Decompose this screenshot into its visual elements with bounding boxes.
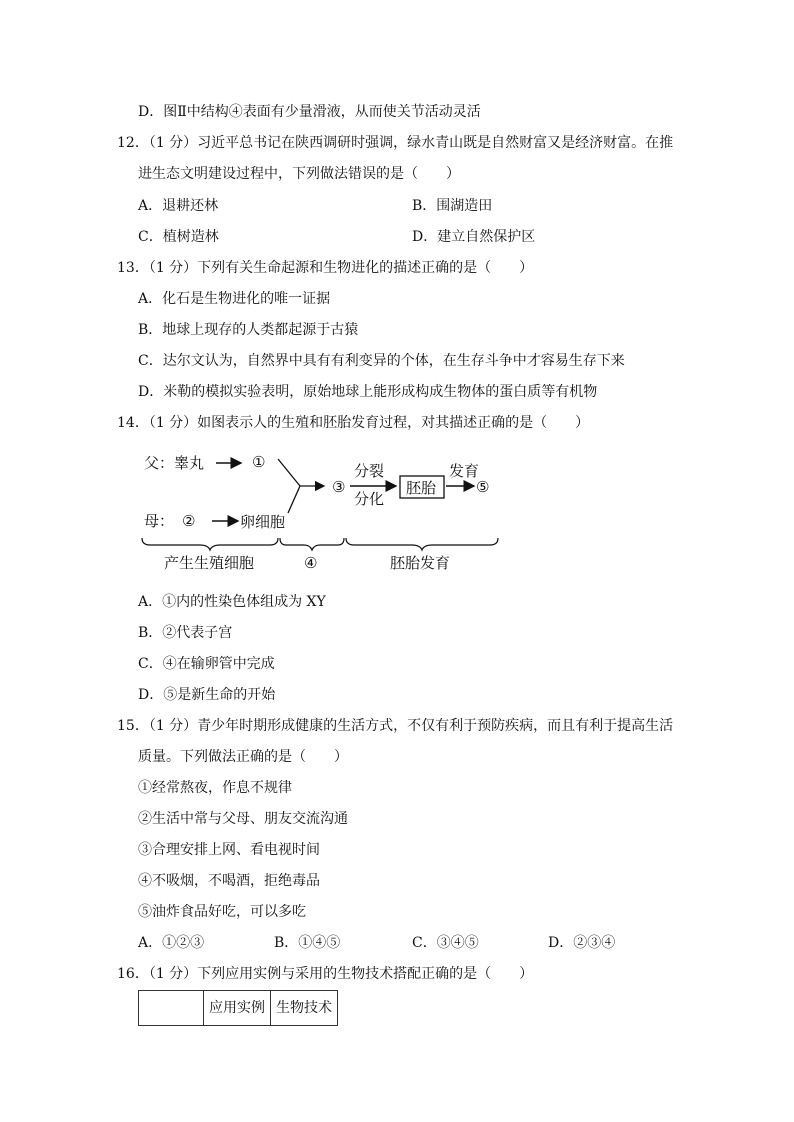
q12-options-row2 [138,228,698,246]
q14-option-c: C．④在输卵管中完成 [138,656,275,672]
brace-label-embryo: 胚胎发育 [390,554,451,572]
division-label: 分裂 [354,462,385,480]
q13-stem: 13．（1 分）下列有关生命起源和生物进化的描述正确的是（ ） [117,260,534,276]
brace-label-gametes: 产生生殖细胞 [164,554,255,572]
q15-item-4: ④不吸烟，不喝酒，拒绝毒品 [138,873,320,889]
reproduction-diagram [138,446,518,576]
q16-stem: 16．（1 分）下列应用实例与采用的生物技术搭配正确的是（ ） [117,966,534,982]
q14-option-d: D．⑤是新生命的开始 [138,687,276,703]
q15-option-b: B．①④⑤ [274,935,341,951]
q16-table-header-example: 应用实例 [204,991,271,1026]
brace-fertilization [280,538,344,550]
converge-line-bottom [288,486,300,513]
q15-option-c: C．③④⑤ [412,935,479,951]
q12-stem-line2: 进生态文明建设过程中，下列做法错误的是（ ） [138,166,460,182]
q15-item-1: ①经常熬夜，作息不规律 [138,780,292,796]
q16-table-header-row [139,991,338,1026]
reproduction-diagram-svg [138,446,518,576]
q15-item-5: ⑤油炸食品好吃，可以多吃 [138,904,306,920]
develop-label: 发育 [449,462,480,480]
brace-label-4: ④ [304,554,318,572]
q15-option-d: D．②③④ [548,935,616,951]
q16-table-header-blank [139,991,204,1026]
q14-stem: 14．（1 分）如图表示人的生殖和胚胎发育过程，对其描述正确的是（ ） [117,415,590,431]
q14-option-a: A．①内的性染色体组成为 XY [138,594,326,610]
q13-option-c: C．达尔文认为，自然界中具有有利变异的个体，在生存斗争中才容易生存下来 [138,353,625,369]
mother-label: 母： [144,512,175,530]
q12-stem-line1: 12．（1 分）习近平总书记在陕西调研时强调，绿水青山既是自然财富又是经济财富。在推 [117,135,674,151]
q14-option-b: B．②代表子宫 [138,625,233,641]
brace-gametes [142,538,278,550]
circle-3: ③ [332,478,346,496]
q13-option-b: B．地球上现存的人类都起源于古猿 [138,322,359,338]
q15-item-3: ③合理安排上网、看电视时间 [138,842,320,858]
q15-item-2: ②生活中常与父母、朋友交流沟通 [138,811,348,827]
q15-stem-line2: 质量。下列做法正确的是（ ） [138,749,348,765]
q16-table [138,990,338,1026]
q13-option-d: D．米勒的模拟实验表明，原始地球上能形成构成生物体的蛋白质等有机物 [138,384,598,400]
q16-table-header-technology: 生物技术 [271,991,338,1026]
father-label: 父：睾丸 [144,454,205,472]
differentiation-label: 分化 [354,490,385,508]
embryo-label: 胚胎 [406,479,437,497]
egg-label: 卵细胞 [240,513,286,531]
q12-option-a: A．退耕还林 [138,198,219,214]
q12-option-c: C．植树造林 [138,229,219,245]
q13-option-a: A．化石是生物进化的唯一证据 [138,291,331,307]
circle-1: ① [252,453,266,471]
q12-options-row1 [138,197,698,215]
q15-options-row [138,934,698,952]
q15-option-a: A．①②③ [138,935,205,951]
q12-option-b: B．围湖造田 [412,198,493,214]
q12-option-d: D．建立自然保护区 [412,229,536,245]
brace-embryo [346,538,498,550]
converge-line-top [278,459,300,486]
circle-5: ⑤ [476,478,490,496]
q11-option-d: D．图Ⅱ中结构④表面有少量滑液，从而使关节活动灵活 [138,104,481,120]
q15-stem-line1: 15．（1 分）青少年时期形成健康的生活方式，不仅有利于预防疾病，而且有利于提高生活 [117,718,674,734]
circle-2: ② [182,512,196,530]
